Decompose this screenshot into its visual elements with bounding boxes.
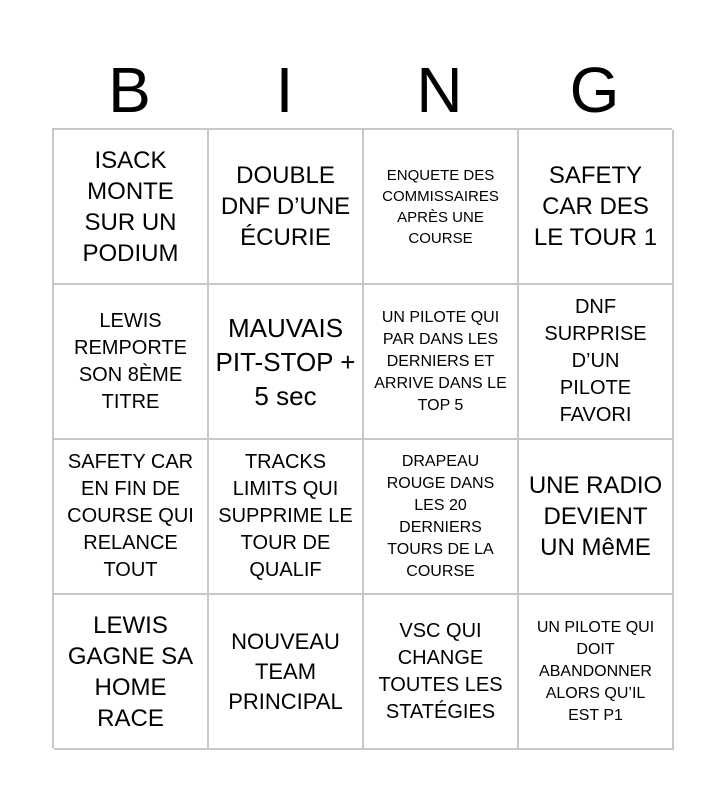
bingo-cell-text: LEWIS GAGNE SA HOME RACE: [67, 611, 194, 732]
bingo-cell-text: UN PILOTE QUI DOIT ABANDONNER ALORS QU’IL EST P1: [536, 618, 655, 724]
bingo-cell-text: ENQUETE DES COMMISSAIRES APRÈS UNE COURSE: [382, 166, 499, 247]
bingo-cell-text: DOUBLE DNF D’UNE ÉCURIE: [220, 162, 351, 251]
header-letter-n: N: [416, 54, 463, 126]
bingo-cell-text: DRAPEAU ROUGE DANS LES 20 DERNIERS TOURS DE LA COURSE: [386, 452, 495, 580]
bingo-cell-r2c3[interactable]: [364, 285, 519, 440]
bingo-cell-text: SAFETY CAR EN FIN DE COURSE QUI RELANCE TOUT: [67, 451, 194, 581]
bingo-cell-text: MAUVAIS PIT-STOP + 5 sec: [215, 312, 356, 411]
header-letter-b: B: [108, 54, 151, 126]
bingo-cell-r1c1[interactable]: [54, 130, 209, 285]
bingo-cell-text: SAFETY CAR DES LE TOUR 1: [533, 162, 658, 251]
bingo-cell-text: UN PILOTE QUI PAR DANS LES DERNIERS ET ARRIVE DANS LE TOP 5: [374, 308, 507, 414]
bingo-cell-r1c3[interactable]: [364, 130, 519, 285]
bingo-cell-r3c3[interactable]: [364, 440, 519, 595]
bingo-cell-r1c4[interactable]: [519, 130, 674, 285]
bingo-cell-r1c2[interactable]: [209, 130, 364, 285]
bingo-cell-r2c1[interactable]: [54, 285, 209, 440]
bingo-cell-text: DNF SURPRISE D’UN PILOTE FAVORI: [544, 296, 647, 426]
bingo-cell-r3c2[interactable]: [209, 440, 364, 595]
bingo-cell-r4c1[interactable]: [54, 595, 209, 750]
bingo-grid: [52, 128, 672, 748]
bingo-cell-r2c4[interactable]: [519, 285, 674, 440]
bingo-cell-text: LEWIS REMPORTE SON 8ÈME TITRE: [74, 309, 187, 413]
bingo-cell-r4c3[interactable]: [364, 595, 519, 750]
bingo-cell-r3c4[interactable]: [519, 440, 674, 595]
header-letter-i: I: [275, 54, 294, 126]
header-letter-g: G: [569, 54, 620, 126]
bingo-cell-text: ISACK MONTE SUR UN PODIUM: [82, 146, 179, 267]
bingo-cell-r3c1[interactable]: [54, 440, 209, 595]
bingo-cell-text: UNE RADIO DEVIENT UN MêME: [528, 472, 663, 561]
bingo-cell-text: TRACKS LIMITS QUI SUPPRIME LE TOUR DE QUALIF: [218, 451, 353, 581]
bingo-header: [52, 52, 672, 128]
bingo-cell-r4c2[interactable]: [209, 595, 364, 750]
bingo-cell-r2c2[interactable]: [209, 285, 364, 440]
bingo-cell-text: VSC QUI CHANGE TOUTES LES STATÉGIES: [378, 619, 503, 723]
bingo-cell-text: NOUVEAU TEAM PRINCIPAL: [228, 628, 343, 714]
bingo-cell-r4c4[interactable]: [519, 595, 674, 750]
